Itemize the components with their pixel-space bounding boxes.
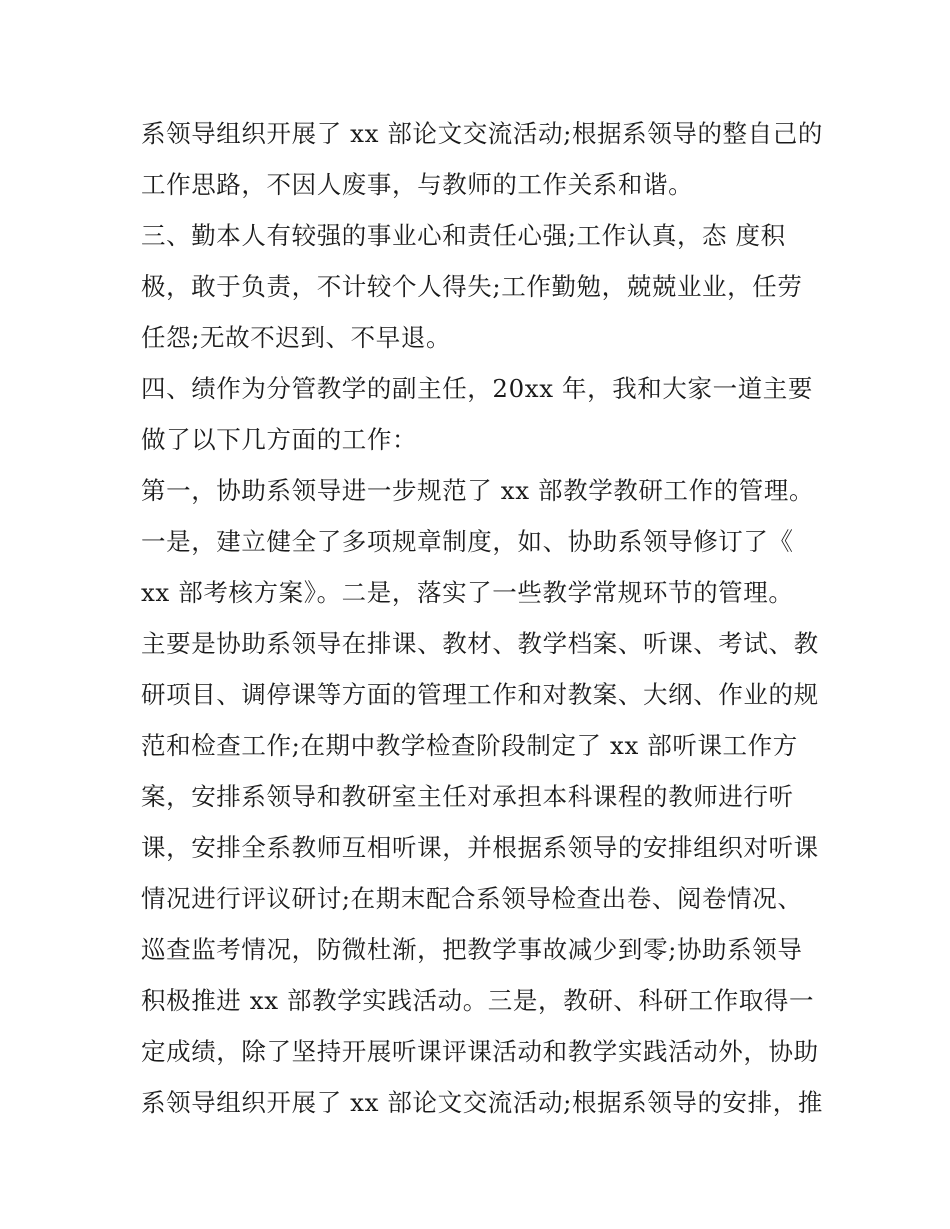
text-line: 极，敢于负责，不计较个人得失;工作勤勉，兢兢业业，任劳 (141, 272, 803, 301)
text-line: 系领导组织开展了 xx 部论文交流活动;根据系领导的安排，推 (141, 1088, 823, 1117)
text-line: 案，安排系领导和教研室主任对承担本科课程的教师进行听 (141, 782, 794, 811)
text-line: 工作思路，不因人废事，与教师的工作关系和谐。 (141, 170, 694, 199)
text-line: 研项目、调停课等方面的管理工作和对教案、大纲、作业的规 (141, 680, 819, 709)
text-line: 情况进行评议研讨;在期末配合系领导检查出卷、阅卷情况、 (141, 884, 803, 913)
text-line: 做了以下几方面的工作： (141, 425, 418, 454)
text-line: xx 部考核方案》。二是，落实了一些教学常规环节的管理。 (141, 578, 794, 607)
text-line: 四、绩作为分管教学的副主任，20xx 年，我和大家一道主要 (141, 374, 813, 403)
text-line: 系领导组织开展了 xx 部论文交流活动;根据系领导的整自己的 (141, 119, 823, 148)
text-line: 三、勤本人有较强的事业心和责任心强;工作认真，态 度积 (141, 221, 786, 250)
body-text (141, 108, 821, 1128)
text-line: 定成绩，除了坚持开展听课评课活动和教学实践活动外，协助 (141, 1037, 819, 1066)
text-line: 主要是协助系领导在排课、教材、教学档案、听课、考试、教 (141, 629, 819, 658)
text-line: 任怨;无故不迟到、不早退。 (141, 323, 452, 352)
text-line: 巡查监考情况，防微杜渐，把教学事故减少到零;协助系领导 (141, 935, 803, 964)
text-line: 积极推进 xx 部教学实践活动。三是，教研、科研工作取得一 (141, 986, 815, 1015)
text-line: 一是，建立健全了多项规章制度，如、协助系领导修订了《 (141, 527, 794, 556)
text-line: 第一，协助系领导进一步规范了 xx 部教学教研工作的管理。 (141, 476, 815, 505)
text-line: 范和检查工作;在期中教学检查阶段制定了 xx 部听课工作方 (141, 731, 798, 760)
text-line: 课，安排全系教师互相听课，并根据系领导的安排组织对听课 (141, 833, 819, 862)
